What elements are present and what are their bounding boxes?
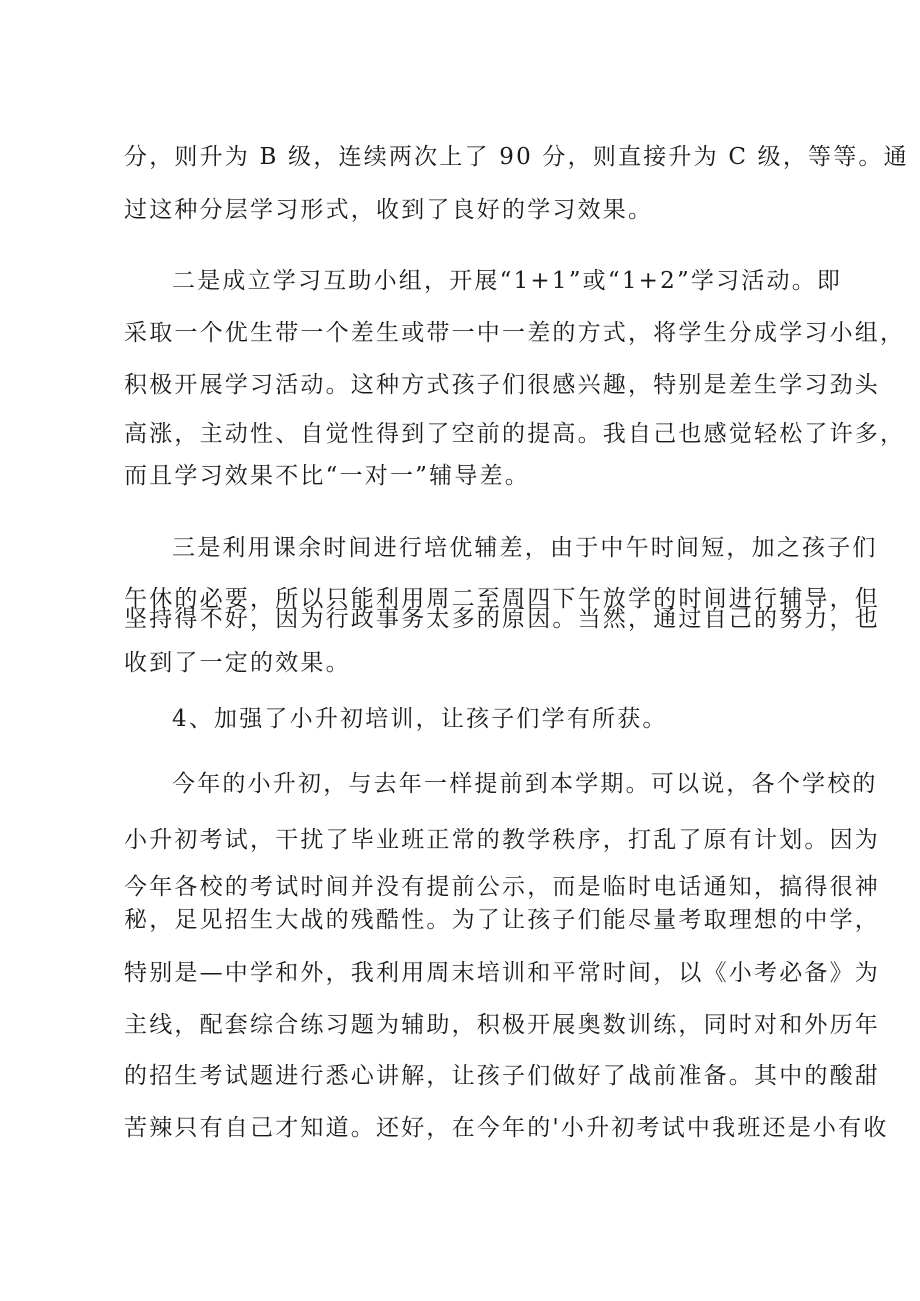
text-line: 积极开展学习活动。这种方式孩子们很感兴趣，特别是差生学习劲头 xyxy=(124,372,880,398)
text-line: 小升初考试，干扰了毕业班正常的教学秩序，打乱了原有计划。因为 xyxy=(124,827,880,853)
text-line: 过这种分层学习形式，收到了良好的学习效果。 xyxy=(124,197,654,223)
text-line: 采取一个优生带一个差生或带一中一差的方式，将学生分成学习小组， xyxy=(124,320,906,346)
text-line: 今年各校的考试时间并没有提前公示，而是临时电话通知，搞得很神 xyxy=(124,874,880,900)
text-line: 分，则升为 B 级，连续两次上了 90 分，则直接升为 C 级，等等。通 xyxy=(124,144,909,170)
text-line: 主线，配套综合练习题为辅助，积极开展奥数训练，同时对和外历年 xyxy=(124,1012,880,1038)
text-line: 的招生考试题进行悉心讲解，让孩子们做好了战前准备。其中的酸甜 xyxy=(124,1063,880,1089)
section-heading: 4、加强了小升初培训，让孩子们学有所获。 xyxy=(172,706,668,732)
text-line: 而且学习效果不比“一对一”辅导差。 xyxy=(124,463,530,489)
text-line: 特别是—中学和外，我利用周末培训和平常时间，以《小考必备》为 xyxy=(124,960,880,986)
paragraph-first-line: 二是成立学习互助小组，开展“1+1”或“1+2”学习活动。即 xyxy=(172,268,843,294)
text-line: 秘，足见招生大战的残酷性。为了让孩子们能尽量考取理想的中学， xyxy=(124,907,880,933)
paragraph-first-line: 三是利用课余时间进行培优辅差，由于中午时间短，加之孩子们 xyxy=(172,535,878,561)
text-line: 收到了一定的效果。 xyxy=(124,650,351,676)
text-line: 午休的必要，所以只能利用周二至周四下午放学的时间进行辅导，但 xyxy=(124,586,880,612)
text-line: 苦辣只有自己才知道。还好，在今年的'小升初考试中我班还是小有收 xyxy=(124,1115,889,1141)
paragraph-first-line: 今年的小升初，与去年一样提前到本学期。可以说，各个学校的 xyxy=(172,771,878,797)
text-line: 坚持得不好，因为行政事务太多的原因。当然，通过自己的努力，也 xyxy=(124,606,880,632)
text-line: 高涨，主动性、自觉性得到了空前的提高。我自己也感觉轻松了许多， xyxy=(124,421,906,447)
